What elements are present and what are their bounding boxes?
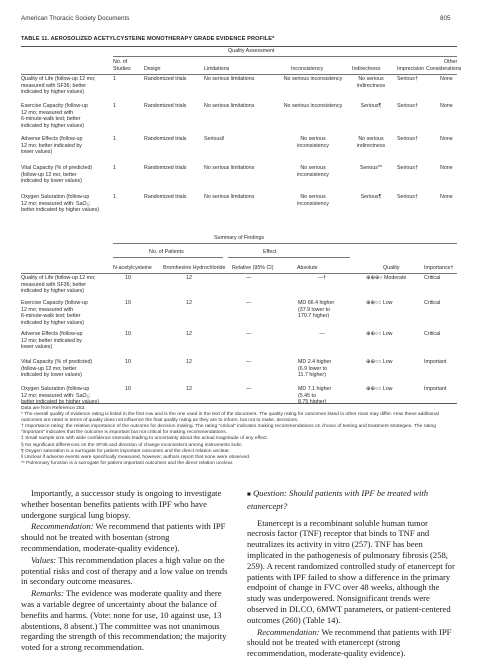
indirectness-cell (347, 76, 395, 89)
col-studies-line1: No. of (113, 59, 128, 65)
outcome-line: indicated by higher values) (21, 319, 85, 326)
col-importance: Importance† (424, 265, 454, 271)
col-studies-line2: Studies (113, 66, 131, 72)
studies-cell: 1 (113, 76, 116, 82)
outcome-line: indicated by higher values) (21, 89, 85, 96)
outcome-line: Exercise Capacity (follow-up (21, 103, 88, 109)
nac-count-cell: 10 (125, 386, 131, 392)
imprecision-cell: Serious† (397, 76, 418, 82)
studies-cell: 1 (113, 103, 116, 109)
table-title: TABLE 11. AEROSOLIZED ACETYLCYSTEINE MONOTHERAPY GRADE EVIDENCE PROFILE* (21, 36, 275, 42)
inconsistency-cell (272, 165, 354, 178)
absolute-effect-cell (298, 275, 346, 282)
limitations-cell: No serious limitations (204, 165, 255, 171)
outcome-line: (follow-up 12 mo; better (21, 365, 77, 372)
bromhexine-count-cell: 12 (186, 359, 192, 365)
outcome-line: indicated by higher values) (21, 288, 85, 295)
absolute-effect-line: 170.7 higher) (298, 313, 330, 320)
effect-group-rule (228, 257, 350, 258)
footnote: * The overall quality of evidence rating is listed in the first row and is the one used in the text of the document. The quality rating for outcomes listed in other rows may differ. How these additional outcomes are rated in terms of quality does not influence the final quality rating as they are to inform, but not to make, decisions. (21, 412, 439, 424)
quality-rating-cell: ⊕⊕○○ Low (366, 359, 393, 365)
recommendation-paragraph (247, 627, 457, 659)
other-considerations-cell: None (440, 76, 453, 82)
remarks-lead: Remarks: (31, 588, 64, 599)
indirectness-line: No serious (358, 136, 384, 142)
values-text: This recommendation places a high value on the potential risks and cost of therapy and a low value on trends in secondary outcome measures. (21, 554, 228, 587)
inconsistency-cell (272, 76, 354, 83)
limitations-cell: No serious limitations (204, 194, 255, 200)
outcome-line: indicated by lower values) (21, 178, 82, 185)
col-limitations: Limitations (204, 66, 230, 72)
indirectness-line: Serious¶ (360, 103, 382, 109)
imprecision-cell: Serious† (397, 194, 418, 200)
recommendation-text: We recommend that patients with IPF should not be treated with bosentan (strong recommendation, moderate-quality evidence). (21, 521, 226, 553)
absolute-effect-line: — (319, 331, 325, 337)
inconsistency-line: No serious inconsistency (283, 76, 343, 82)
effect-label: Effect (263, 249, 277, 255)
absolute-effect-line: —† (317, 275, 327, 281)
outcome-line: lower values) (21, 344, 53, 351)
outcome-line: Adverse Effects (follow-up (21, 136, 83, 142)
outcome-line: indicated by higher values) (21, 122, 85, 129)
relative-effect-cell: — (246, 359, 252, 365)
outcome-line: (follow-up 12 mo; better (21, 171, 77, 178)
indirectness-line: No serious (358, 76, 384, 82)
remarks-paragraph (21, 588, 231, 653)
indirectness-cell (347, 103, 395, 110)
bromhexine-count-cell: 12 (186, 300, 192, 306)
question-paragraph (247, 488, 457, 512)
design-cell: Randomized trials (144, 76, 187, 82)
absolute-effect-line: (37.9 lower to (298, 306, 331, 313)
table-bottom-rule (21, 403, 457, 404)
col-nac: N-acetylcysteine (113, 265, 152, 271)
importance-cell: Critical (424, 331, 441, 337)
relative-effect-cell: — (246, 300, 252, 306)
inconsistency-line: inconsistency (297, 200, 329, 207)
outcome-cell (21, 76, 96, 96)
importance-cell: Important (424, 359, 447, 365)
absolute-effect-line: (5.45 to (298, 392, 316, 399)
col-other-line1: Other (444, 59, 458, 65)
indirectness-line: indirectness (356, 142, 386, 149)
page-number: 805 (440, 15, 451, 22)
outcome-cell (21, 136, 82, 156)
design-cell: Randomized trials (144, 136, 187, 142)
summary-header-rule (21, 273, 457, 274)
summary-group-rule (113, 243, 457, 244)
imprecision-cell: Serious† (397, 103, 418, 109)
no-of-patients-label: No. of Patients (149, 249, 184, 255)
relative-effect-cell: — (246, 331, 252, 337)
inconsistency-cell (272, 103, 354, 110)
outcome-line: 12 mo; measured with (21, 109, 74, 116)
footnote: ¶ Oxygen saturation is a surrogate for patient important outcomes and the direct relation unclear. (21, 448, 230, 454)
col-indirectness: Indirectness (352, 66, 381, 72)
values-paragraph (21, 555, 231, 587)
importance-cell: Critical (424, 300, 441, 306)
limitations-cell: Serious‖ (204, 136, 225, 142)
bullet-icon: ■ (247, 491, 251, 498)
summary-of-findings-label: Summary of Findings (214, 235, 265, 241)
table-top-rule (21, 46, 457, 47)
design-cell: Randomized trials (144, 103, 187, 109)
inconsistency-line: No serious inconsistency (283, 103, 343, 109)
nac-count-cell: 10 (125, 359, 131, 365)
outcome-line: 6-minute-walk test; better (21, 313, 81, 320)
absolute-effect-cell (298, 359, 346, 379)
col-absolute: Absolute (297, 265, 318, 271)
outcome-line: Vital Capacity (% of predicted) (21, 165, 93, 171)
outcome-line: lower values) (21, 149, 53, 156)
col-other-line2: Considerations (426, 66, 462, 72)
absolute-effect-line: (6.9 lower to (298, 365, 328, 372)
footnote: § No significant differences on the SF36 and direction of change inconsistent among instruments indic. (21, 442, 243, 448)
inconsistency-cell (272, 194, 354, 207)
inconsistency-cell (272, 136, 354, 149)
outcome-line: better indicated by higher values) (21, 207, 100, 214)
outcome-line: measured with SF36; better (21, 281, 87, 288)
studies-cell: 1 (113, 165, 116, 171)
bromhexine-count-cell: 12 (186, 331, 192, 337)
footnote: ‡ Small sample size with wide confidence intervals leading to uncertainty about the actual magnitude of any effect. (21, 436, 269, 442)
outcome-line: 12 mo; measured with: SaO₂; (21, 200, 91, 207)
outcome-line: better indicated by higher values) (21, 399, 100, 406)
col-design: Design (144, 66, 161, 72)
indirectness-cell (347, 194, 395, 201)
col-bromhexine: Bromhexine Hydrochloride (163, 265, 226, 271)
quality-rating-cell: ⊕⊕○○ Low (366, 386, 393, 392)
inconsistency-line: No serious (300, 165, 326, 171)
quality-rating-cell: ⊕⊕⊕○ Moderate (366, 275, 407, 281)
indirectness-line: indirectness (356, 82, 386, 89)
inconsistency-line: No serious (300, 194, 326, 200)
outcome-line: indicated by lower values) (21, 372, 82, 379)
body-right-column (247, 488, 457, 660)
recommendation-text: We recommend that patients with IPF should not be treated with etanercept (strong recommendation, moderate-quality evidence). (247, 626, 452, 659)
outcome-line: Exercise Capacity (follow-up (21, 300, 88, 306)
other-considerations-cell: None (440, 103, 453, 109)
outcome-line: Oxygen Saturation (follow-up (21, 194, 90, 200)
absolute-effect-line: MD 2.4 higher (298, 359, 332, 365)
importance-cell: Important (424, 386, 447, 392)
outcome-line: 12 mo; better indicated by (21, 337, 82, 344)
outcome-cell (21, 103, 88, 129)
col-inconsistency: Inconsistency (291, 66, 324, 72)
outcome-line: Vital Capacity (% of predicted) (21, 359, 93, 365)
nac-count-cell: 10 (125, 300, 131, 306)
journal-header: American Thoracic Society Documents (21, 15, 130, 22)
inconsistency-line: inconsistency (297, 142, 329, 149)
nac-count-cell: 10 (125, 275, 131, 281)
col-relative: Relative (95% CI) (232, 265, 274, 271)
col-quality: Quality (383, 265, 400, 271)
question-lead: Question: (252, 488, 287, 498)
recommendation-paragraph (21, 521, 231, 553)
recommendation-lead: Recommendation: (257, 626, 320, 637)
other-considerations-cell: None (440, 165, 453, 171)
outcome-cell (21, 300, 88, 326)
outcome-line: 12 mo; better indicated by (21, 142, 82, 149)
absolute-effect-cell (298, 331, 346, 338)
relative-effect-cell: — (246, 275, 252, 281)
studies-cell: 1 (113, 194, 116, 200)
imprecision-cell: Serious† (397, 165, 418, 171)
quality-assessment-label: Quality Assessment (228, 48, 275, 54)
remarks-text: The evidence was moderate quality and there was a variable degree of uncertainty about the balance of benefits and harms. (Vote: none for use, 10 against use, 13 abstentions, 8 absent.) The committee was not unanimous regarding the strength of this recommendation; the majority voted for a strong recommendation. (21, 588, 227, 653)
indirectness-cell (347, 165, 395, 172)
outcome-cell (21, 275, 96, 295)
limitations-cell: No serious limitations (204, 103, 255, 109)
body-paragraph (21, 488, 231, 520)
recommendation-lead: Recommendation: (31, 521, 94, 532)
indirectness-line: Serious** (359, 165, 383, 171)
bromhexine-count-cell: 12 (186, 275, 192, 281)
studies-cell: 1 (113, 136, 116, 142)
outcome-cell (21, 194, 99, 214)
indirectness-line: Serious¶ (360, 194, 382, 200)
outcome-cell (21, 165, 92, 185)
footnote: Data are from Reference 253. (21, 406, 86, 411)
outcome-line: 12 mo; measured with (21, 306, 74, 313)
outcome-line: Adverse Effects (follow-up (21, 331, 83, 337)
inconsistency-line: inconsistency (297, 171, 329, 178)
nac-count-cell: 10 (125, 331, 131, 337)
limitations-cell: No serious limitations (204, 76, 255, 82)
inconsistency-line: No serious (300, 136, 326, 142)
patients-group-rule (113, 257, 223, 258)
design-cell: Randomized trials (144, 165, 187, 171)
footnote: † Importance rating: the relative importance of the outcome for decision making. The rating “critical” indicates making recommendations on choice of testing and treatment strategies. The rating “important” indicates that the outcome is important but not critical for making recommendations. (21, 424, 436, 436)
absolute-effect-line: MD 7.1 higher (298, 386, 332, 392)
body-left-column (21, 488, 231, 654)
quality-rating-cell: ⊕⊕○○ Low (366, 331, 393, 337)
outcome-cell (21, 359, 92, 379)
absolute-effect-line: 8.75 higher) (298, 399, 327, 406)
other-considerations-cell: None (440, 194, 453, 200)
outcome-line: Quality of Life (follow-up 12 mo; (21, 275, 96, 281)
bromhexine-count-cell: 12 (186, 386, 192, 392)
outcome-line: Oxygen Saturation (follow-up (21, 386, 90, 392)
outcome-line: measured with SF36; better (21, 82, 87, 89)
outcome-line: 12 mo; measured with: SaO₂; (21, 392, 91, 399)
outcome-line: Quality of Life (follow-up 12 mo; (21, 76, 96, 82)
importance-cell: Critical (424, 275, 441, 281)
quality-rating-cell: ⊕⊕○○ Low (366, 300, 393, 306)
imprecision-cell: Serious† (397, 136, 418, 142)
body-text: Importantly, a successor study is ongoing to investigate whether bosentan benefits patients with IPF who have undergone surgical lung biopsy. (21, 488, 222, 520)
footnote: ‖ Unclear if adverse events were specifically measured, however, authors report that none were observed. (21, 454, 251, 460)
quality-header-rule (21, 74, 457, 75)
relative-effect-cell: — (246, 386, 252, 392)
col-imprecision: Imprecision (397, 66, 425, 72)
etanercept-paragraph (247, 518, 457, 626)
absolute-effect-cell (298, 300, 346, 320)
quality-group-rule (113, 56, 457, 57)
other-considerations-cell: None (440, 136, 453, 142)
absolute-effect-line: MD 66.4 higher (298, 300, 335, 306)
design-cell: Randomized trials (144, 194, 187, 200)
indirectness-cell (347, 136, 395, 149)
table-footnotes (21, 406, 457, 467)
absolute-effect-line: 11.7 higher) (298, 372, 326, 379)
values-lead: Values: (31, 554, 57, 565)
body-text: Etanercept is a recombinant soluble human tumor necrosis factor (TNF) receptor that binds to TNF and neutralizes its activity in vitro (257). TNF has been implicated in the pathogenesis of pulmonary fibrosis (258, 259). A recent randomized controlled study of etanercept for patients with IPF failed to show a difference in the primary endpoint of change in FVC over 48 weeks, although the study was underpowered. Nonsignificant trends were observed in DLCO, 6MWT parameters, or patient-centered outcomes (260) (Table 14). (247, 517, 455, 625)
question-text: Should patients with IPF be treated with etanercept? (247, 488, 429, 511)
outcome-line: 6-minute-walk test; better (21, 116, 81, 123)
footnote: ** Pulmonary function is a surrogate for patient important outcomes and the direct relation unclear. (21, 460, 234, 466)
outcome-cell (21, 331, 82, 351)
